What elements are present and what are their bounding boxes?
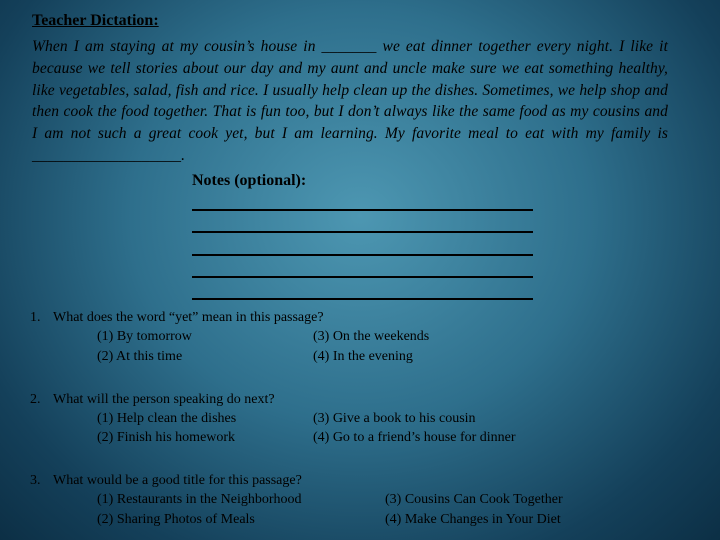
answer-option: (1) Restaurants in the Neighborhood: [97, 492, 302, 507]
answer-option: (4) In the evening: [313, 349, 413, 364]
notes-line: [192, 231, 533, 233]
notes-line: [192, 254, 533, 256]
dictation-passage: When I am staying at my cousin’s house in _______ we eat dinner together every night. I like it because we tell stories about our day and my aunt and uncle make sure we eat something healthy, like vegetables, salad, fish and rice. I usually help clean up the dishes. Sometimes, we help shop and then cook the food together. That is fun too, but I don’t always like the same food as my cousins and I am not such a great cook yet, but I am learning. My favorite meal to eat with my family is ___________________.: [32, 38, 668, 164]
answer-option: (1) Help clean the dishes: [97, 411, 237, 426]
answer-option: (2) Sharing Photos of Meals: [97, 512, 255, 527]
question-text: What does the word “yet” mean in this passage?: [53, 310, 324, 325]
page-title: Teacher Dictation:: [32, 12, 159, 29]
question-number: 3.: [30, 473, 41, 488]
notes-line: [192, 276, 533, 278]
question-text: What would be a good title for this passage?: [53, 473, 302, 488]
question-number: 1.: [30, 310, 41, 325]
answer-option: (3) Cousins Can Cook Together: [385, 492, 563, 507]
answer-option: (3) Give a book to his cousin: [313, 411, 476, 426]
answer-option: (4) Go to a friend’s house for dinner: [313, 430, 516, 445]
answer-option: (2) At this time: [97, 349, 183, 364]
notes-line: [192, 298, 533, 300]
notes-label: Notes (optional):: [192, 172, 307, 189]
answer-option: (1) By tomorrow: [97, 329, 192, 344]
answer-option: (4) Make Changes in Your Diet: [385, 512, 561, 527]
answer-option: (2) Finish his homework: [97, 430, 236, 445]
question-text: What will the person speaking do next?: [53, 392, 275, 407]
answer-option: (3) On the weekends: [313, 329, 430, 344]
question-number: 2.: [30, 392, 41, 407]
notes-line: [192, 209, 533, 211]
